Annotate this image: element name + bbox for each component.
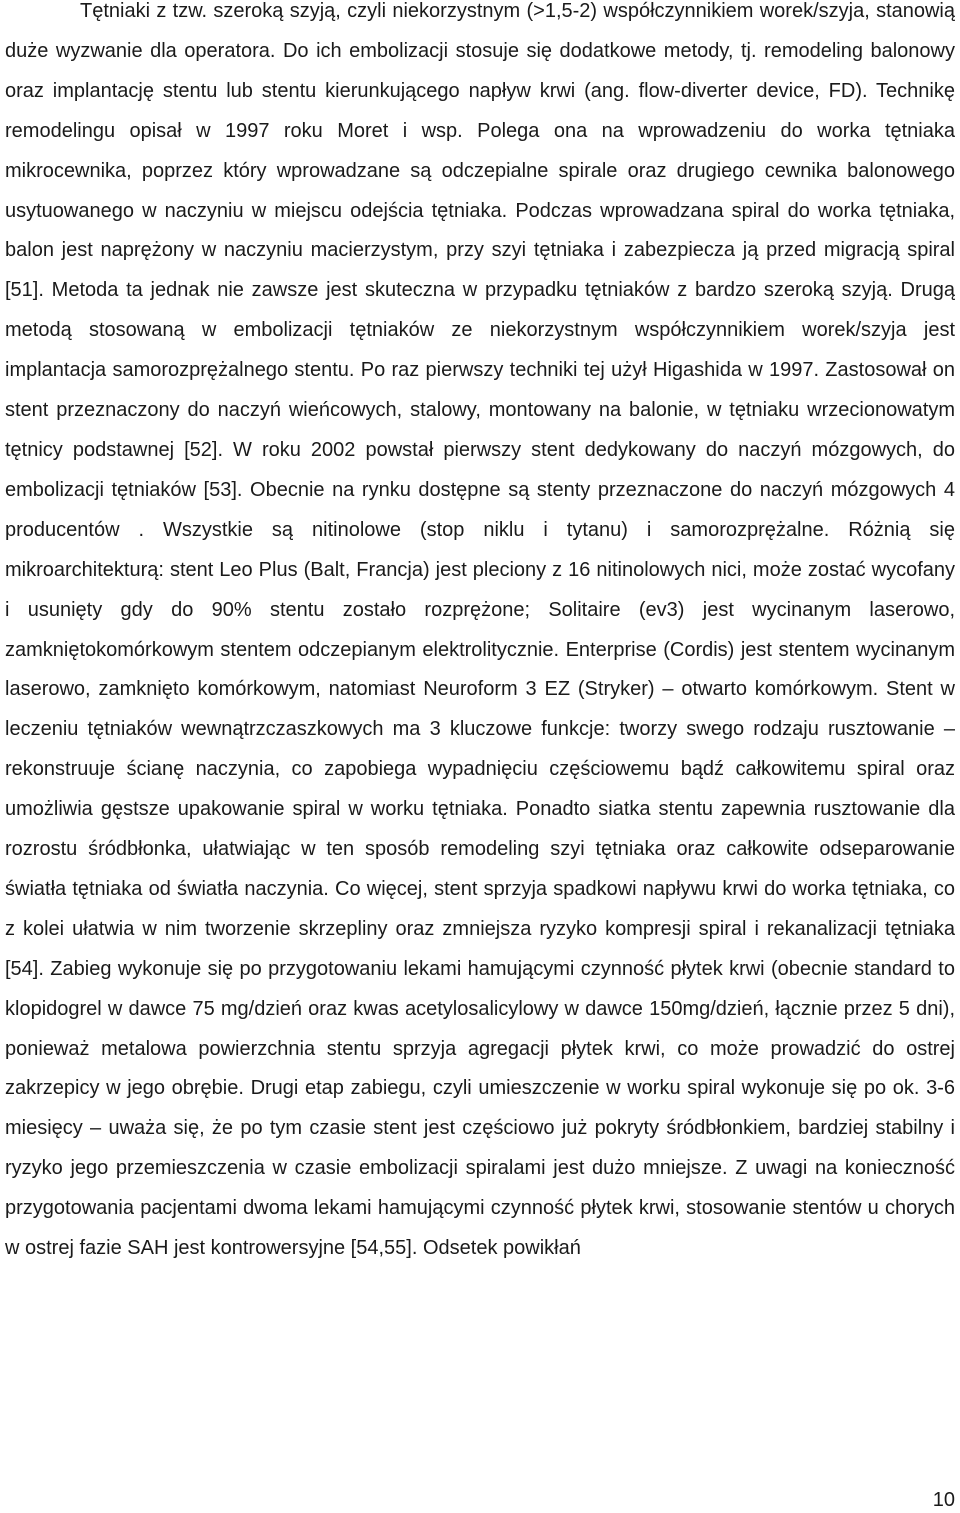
body-paragraph: Tętniaki z tzw. szeroką szyją, czyli niekorzystnym (>1,5-2) współczynnikiem worek/szyja, stanowią duże wyzwanie dla operatora. Do ich embolizacji stosuje się dodatkowe metody, tj. remodeling balonowy oraz implantację stentu lub stentu kierunkującego napływ krwi (ang. flow-diverter device, FD). Technikę remodelingu opisał w 1997 roku Moret i wsp. Polega ona na wprowadzeniu do worka tętniaka mikrocewnika, poprzez który wprowadzane są odczepialne spirale oraz drugiego cewnika balonowego usytuowanego w naczyniu w miejscu odejścia tętniaka. Podczas wprowadzana spiral do worka tętniaka, balon jest naprężony w naczyniu macierzystym, przy szyi tętniaka i zabezpiecza ją przed migracją spiral [51]. Metoda ta jednak nie zawsze jest skuteczna w przypadku tętniaków z bardzo szeroką szyją. Drugą metodą stosowaną w embolizacji tętniaków ze niekorzystnym współczynnikiem worek/szyja jest implantacja samorozprężalnego stentu. Po raz pierwszy techniki tej użył Higashida w 1997. Zastosował on stent przeznaczony do naczyń wieńcowych, stalowy, montowany na balonie, w tętniaku wrzecionowatym tętnicy podstawnej [52]. W roku 2002 powstał pierwszy stent dedykowany do naczyń mózgowych, do embolizacji tętniaków [53]. Obecnie na rynku dostępne są stenty przeznaczone do naczyń mózgowych 4 producentów . Wszystkie są nitinolowe (stop niklu i tytanu) i samorozprężalne. Różnią się mikroarchitekturą: stent Leo Plus (Balt, Francja) jest pleciony z 16 nitinolowych nici, może zostać wycofany i usunięty gdy do 90% stentu zostało rozprężone; Solitaire (ev3) jest wycinanym laserowo, zamkniętokomórkowym stentem odczepianym elektrolitycznie. Enterprise (Cordis) jest stentem wycinanym laserowo, zamknięto komórkowym, natomiast Neuroform 3 EZ (Stryker) – otwarto komórkowym. Stent w leczeniu tętniaków wewnątrzczaszkowych ma 3 kluczowe funkcje: tworzy swego rodzaju rusztowanie – rekonstruuje ścianę naczynia, co zapobiega wypadnięciu częściowemu bądź całkowitemu spiral oraz umożliwia gęstsze upakowanie spiral w worku tętniaka. Ponadto siatka stentu zapewnia rusztowanie dla rozrostu śródbłonka, ułatwiając w ten sposób remodeling szyi tętniaka oraz całkowite odseparowanie światła tętniaka od światła naczynia. Co więcej, stent sprzyja spadkowi napływu krwi do worka tętniaka, co z kolei ułatwia w nim tworzenie skrzepliny oraz zmniejsza ryzyko kompresji spiral i rekanalizacji tętniaka [54]. Zabieg wykonuje się po przygotowaniu lekami hamującymi czynność płytek krwi (obecnie standard to klopidogrel w dawce 75 mg/dzień oraz kwas acetylosalicylowy w dawce 150mg/dzień, łącznie przez 5 dni), ponieważ metalowa powierzchnia stentu sprzyja agregacji płytek krwi, co może prowadzić do ostrej zakrzepicy w jego obrębie. Drugi etap zabiegu, czyli umieszczenie w worku spiral wykonuje się po ok. 3-6 miesięcy – uważa się, że po tym czasie stent jest częściowo już pokryty śródbłonkiem, bardziej stabilny i ryzyko jego przemieszczenia w czasie embolizacji spiralami jest dużo mniejsze. Z uwagi na konieczność przygotowania pacjentami dwoma lekami hamującymi czynność płytek krwi, stosowanie stentów u chorych w ostrej fazie SAH jest kontrowersyjne [54,55]. Odsetek powikłań [5,0,955,1260]
document-page [5,0,955,1269]
page-number: 10 [932,1489,955,1511]
